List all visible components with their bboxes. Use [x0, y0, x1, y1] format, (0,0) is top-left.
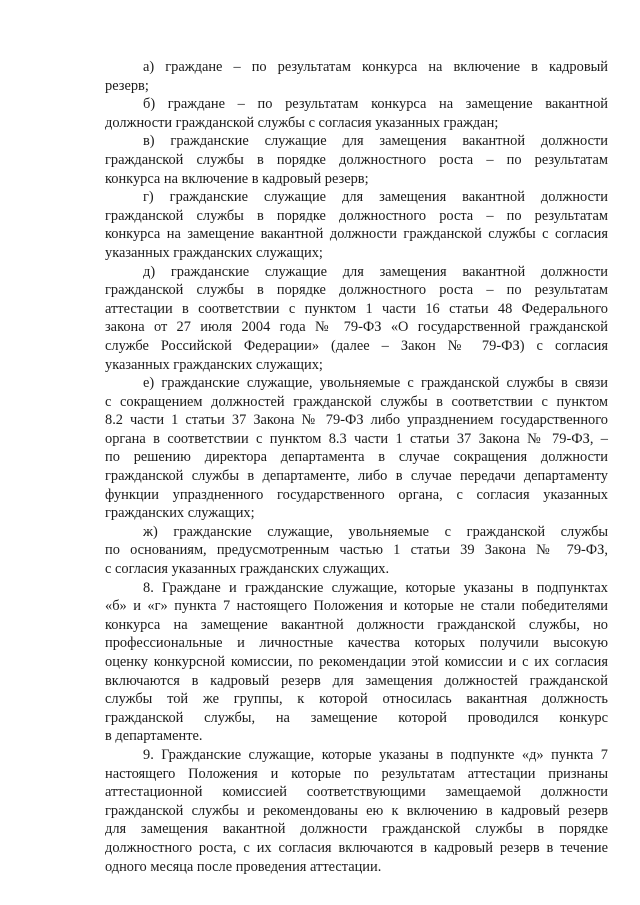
text-line: гражданской службы в порядке должностного роста – по результатам — [105, 151, 608, 168]
text-line: с сокращением должностей гражданской службы в соответствии с пунктом — [105, 393, 608, 410]
text-line: в) гражданские служащие для замещения вакантной должности — [143, 133, 608, 150]
document-body — [105, 58, 608, 876]
paragraph-item-d — [105, 263, 608, 375]
text-line: г) гражданские служащие для замещения вакантной должности — [143, 189, 608, 206]
text-line: органа в соответствии с пунктом 8.3 части 1 статьи 37 Закона № 79-ФЗ, – — [105, 430, 608, 447]
text-line: указанных гражданских служащих; — [105, 356, 323, 373]
text-line: указанных гражданских служащих; — [105, 244, 323, 261]
text-line: конкурса на замещение вакантной должности гражданской службы, но — [105, 616, 608, 633]
text-line: настоящего Положения и которые по результатам аттестации признаны — [105, 765, 608, 782]
text-line: резерв; — [105, 77, 149, 94]
text-line: функции упраздненного государственного органа, с согласия указанных — [105, 486, 608, 503]
text-line: аттестационной комиссией соответствующими замещаемой должности — [105, 784, 608, 801]
text-line: гражданской службы и рекомендованы ею к включению в кадровый резерв — [105, 802, 608, 819]
text-line: гражданской службы в департаменте, либо в случае передачи департаменту — [105, 468, 608, 485]
text-line: ж) гражданские служащие, увольняемые с гражданской службы — [143, 523, 608, 540]
text-line: должностного роста, с их согласия включаются в кадровый резерв в течение — [105, 839, 608, 856]
text-line: б) граждане – по результатам конкурса на замещение вакантной — [143, 96, 608, 113]
paragraph-item-b — [105, 95, 608, 132]
text-line: 8. Граждане и гражданские служащие, которые указаны в подпунктах — [143, 579, 608, 596]
text-line: 8.2 части 1 статьи 37 Закона № 79-ФЗ либо упразднением государственного — [105, 412, 608, 429]
paragraph-item-v — [105, 132, 608, 188]
text-line: а) граждане – по результатам конкурса на включение в кадровый — [143, 59, 608, 75]
text-line: для замещения вакантной должности гражданской службы в порядке — [105, 821, 608, 838]
text-line: аттестации в соответствии с пунктом 1 части 16 статьи 48 Федерального — [105, 300, 608, 317]
text-line: включаются в кадровый резерв для замещения должностей гражданской — [105, 672, 608, 689]
text-line: профессиональные и личностные качества которых получили высокую — [105, 635, 608, 652]
text-line: конкурса на замещение вакантной должности гражданской службы с согласия — [105, 226, 608, 243]
text-line: закона от 27 июля 2004 года № 79-ФЗ «О государственной гражданской — [105, 319, 608, 336]
paragraph-clause-9 — [105, 746, 608, 876]
text-line: службе Российской Федерации» (далее – Закон № 79-ФЗ) с согласия — [105, 337, 608, 354]
paragraph-item-a — [105, 58, 608, 95]
text-line: должности гражданской службы с согласия указанных граждан; — [105, 114, 499, 131]
text-line: службы той же группы, к которой относилась вакантная должность — [105, 691, 608, 708]
paragraph-item-e — [105, 374, 608, 523]
text-line: оценку конкурсной комиссии, по рекомендации этой комиссии и с их согласия — [105, 654, 608, 670]
text-line: по решению директора департамента в случае сокращения должности — [105, 449, 608, 466]
text-line: гражданских служащих; — [105, 505, 255, 522]
text-line: в департаменте. — [105, 728, 203, 745]
text-line: конкурса на включение в кадровый резерв; — [105, 170, 369, 187]
text-line: гражданской службы в порядке должностного роста – по результатам — [105, 207, 608, 224]
text-line: «б» и «г» пункта 7 настоящего Положения и которые не стали победителями — [105, 598, 608, 615]
paragraph-clause-8 — [105, 579, 608, 746]
paragraph-item-g — [105, 188, 608, 262]
text-line: по основаниям, предусмотренным частью 1 статьи 39 Закона № 79-ФЗ, — [105, 542, 608, 559]
text-line: 9. Гражданские служащие, которые указаны в подпункте «д» пункта 7 — [143, 746, 608, 763]
paragraph-item-zh — [105, 523, 608, 579]
text-line: одного месяца после проведения аттестации. — [105, 858, 382, 875]
text-line: е) гражданские служащие, увольняемые с гражданской службы в связи — [143, 375, 608, 392]
text-line: гражданской службы в порядке должностного роста – по результатам — [105, 282, 608, 299]
text-line: д) гражданские служащие для замещения вакантной должности — [143, 263, 608, 280]
text-line: гражданской службы, на замещение которой проводился конкурс — [105, 709, 608, 726]
text-line: с согласия указанных гражданских служащих. — [105, 561, 390, 578]
